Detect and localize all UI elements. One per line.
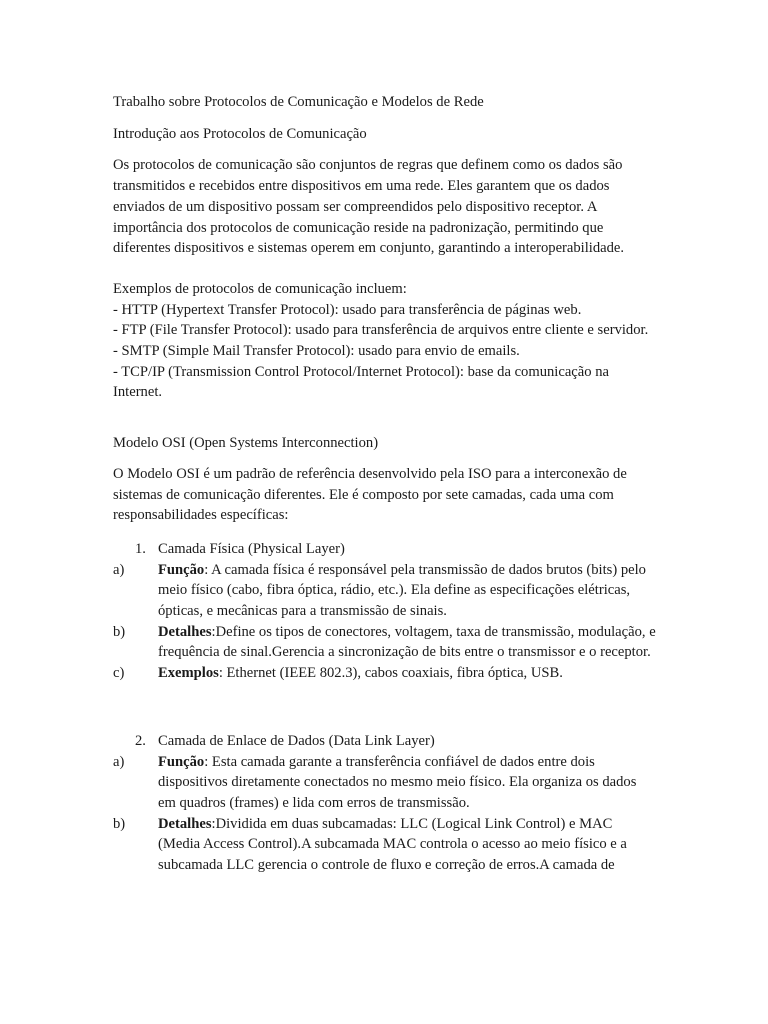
example-item-ftp: - FTP (File Transfer Protocol): usado para transferência de arquivos entre cliente e servidor. [113,322,649,339]
list-item [113,560,656,622]
osi-heading: Modelo OSI (Open Systems Interconnection) [113,435,379,452]
list-letter: b) [113,623,126,640]
item-text: Dividida em duas subcamadas: LLC (Logical Link Control) e MAC (Media Access Control).A subcamada MAC controla o acesso ao meio físico e a subcamada LLC gerencia o controle de fluxo e correção de erros.A camada de [158,815,627,874]
item-text: A camada física é responsável pela transmissão de dados brutos (bits) pelo meio físico (cabo, fibra óptica, rádio, etc.). Ela define as especificações elétricas, ópticas, e mecânicas para a transmissão de sinais. [158,561,646,620]
document-title: Trabalho sobre Protocolos de Comunicação e Modelos de Rede [113,94,484,110]
example-item-http: - HTTP (Hypertext Transfer Protocol): usado para transferência de páginas web. [113,301,582,318]
list-letter: c) [113,665,125,682]
list-letter: b) [113,815,126,832]
item-separator: : [218,665,227,682]
item-label: Detalhes [158,623,212,640]
list-item [113,814,656,876]
item-text: Define os tipos de conectores, voltagem, taxa de transmissão, modulação, e frequência de sinal.Gerencia a sincronização de bits entre o transmissor e o receptor. [158,623,656,661]
list-item [113,622,656,663]
list-item [113,752,656,814]
item-separator: : [211,815,216,832]
item-separator: : [204,753,212,770]
example-item-smtp: - SMTP (Simple Mail Transfer Protocol): usado para envio de emails. [113,343,520,360]
layer-title-text: Camada de Enlace de Dados (Data Link Layer) [158,732,435,749]
list-number: 2. [135,732,146,749]
osi-paragraph: O Modelo OSI é um padrão de referência desenvolvido pela ISO para a interconexão de sistemas de comunicação diferentes. Ele é composto por sete camadas, cada uma com responsabilidades específicas: [113,465,627,524]
layer-title [113,731,656,752]
examples-block [113,279,656,403]
list-item [113,663,656,684]
item-label: Detalhes [158,815,212,832]
intro-paragraph: Os protocolos de comunicação são conjuntos de regras que definem como os dados são transmitidos e recebidos entre dispositivos em uma rede. Eles garantem que os dados enviados de um dispositivo possam ser compreendidos pelo dispositivo receptor. A importância dos protocolos de comunicação reside na padronização, permitindo que diferentes dispositivos e sistemas operem em conjunto, garantindo a interoperabilidade. [113,157,625,257]
layer-title-text: Camada Física (Physical Layer) [158,540,345,557]
item-separator: : [211,623,216,640]
intro-heading: Introdução aos Protocolos de Comunicação [113,125,367,142]
osi-layer-1 [113,539,656,684]
list-number: 1. [135,540,146,557]
examples-intro: Exemplos de protocolos de comunicação incluem: [113,280,407,297]
item-label: Exemplos [158,665,219,682]
osi-layer-2 [113,731,656,876]
item-label: Função [158,753,205,770]
item-text: Esta camada garante a transferência confiável de dados entre dois dispositivos diretamente conectados no mesmo meio físico. Ela organiza os dados em quadros (frames) e lida com erros de transmissão. [158,753,637,811]
list-letter: a) [113,561,125,578]
list-letter: a) [113,753,125,770]
example-item-tcpip: - TCP/IP (Transmission Control Protocol/Internet Protocol): base da comunicação na Internet. [113,363,609,401]
layer-title [113,539,656,560]
item-separator: : [204,561,212,578]
item-text: Ethernet (IEEE 802.3), cabos coaxiais, fibra óptica, USB. [226,665,563,682]
item-label: Função [158,561,205,578]
